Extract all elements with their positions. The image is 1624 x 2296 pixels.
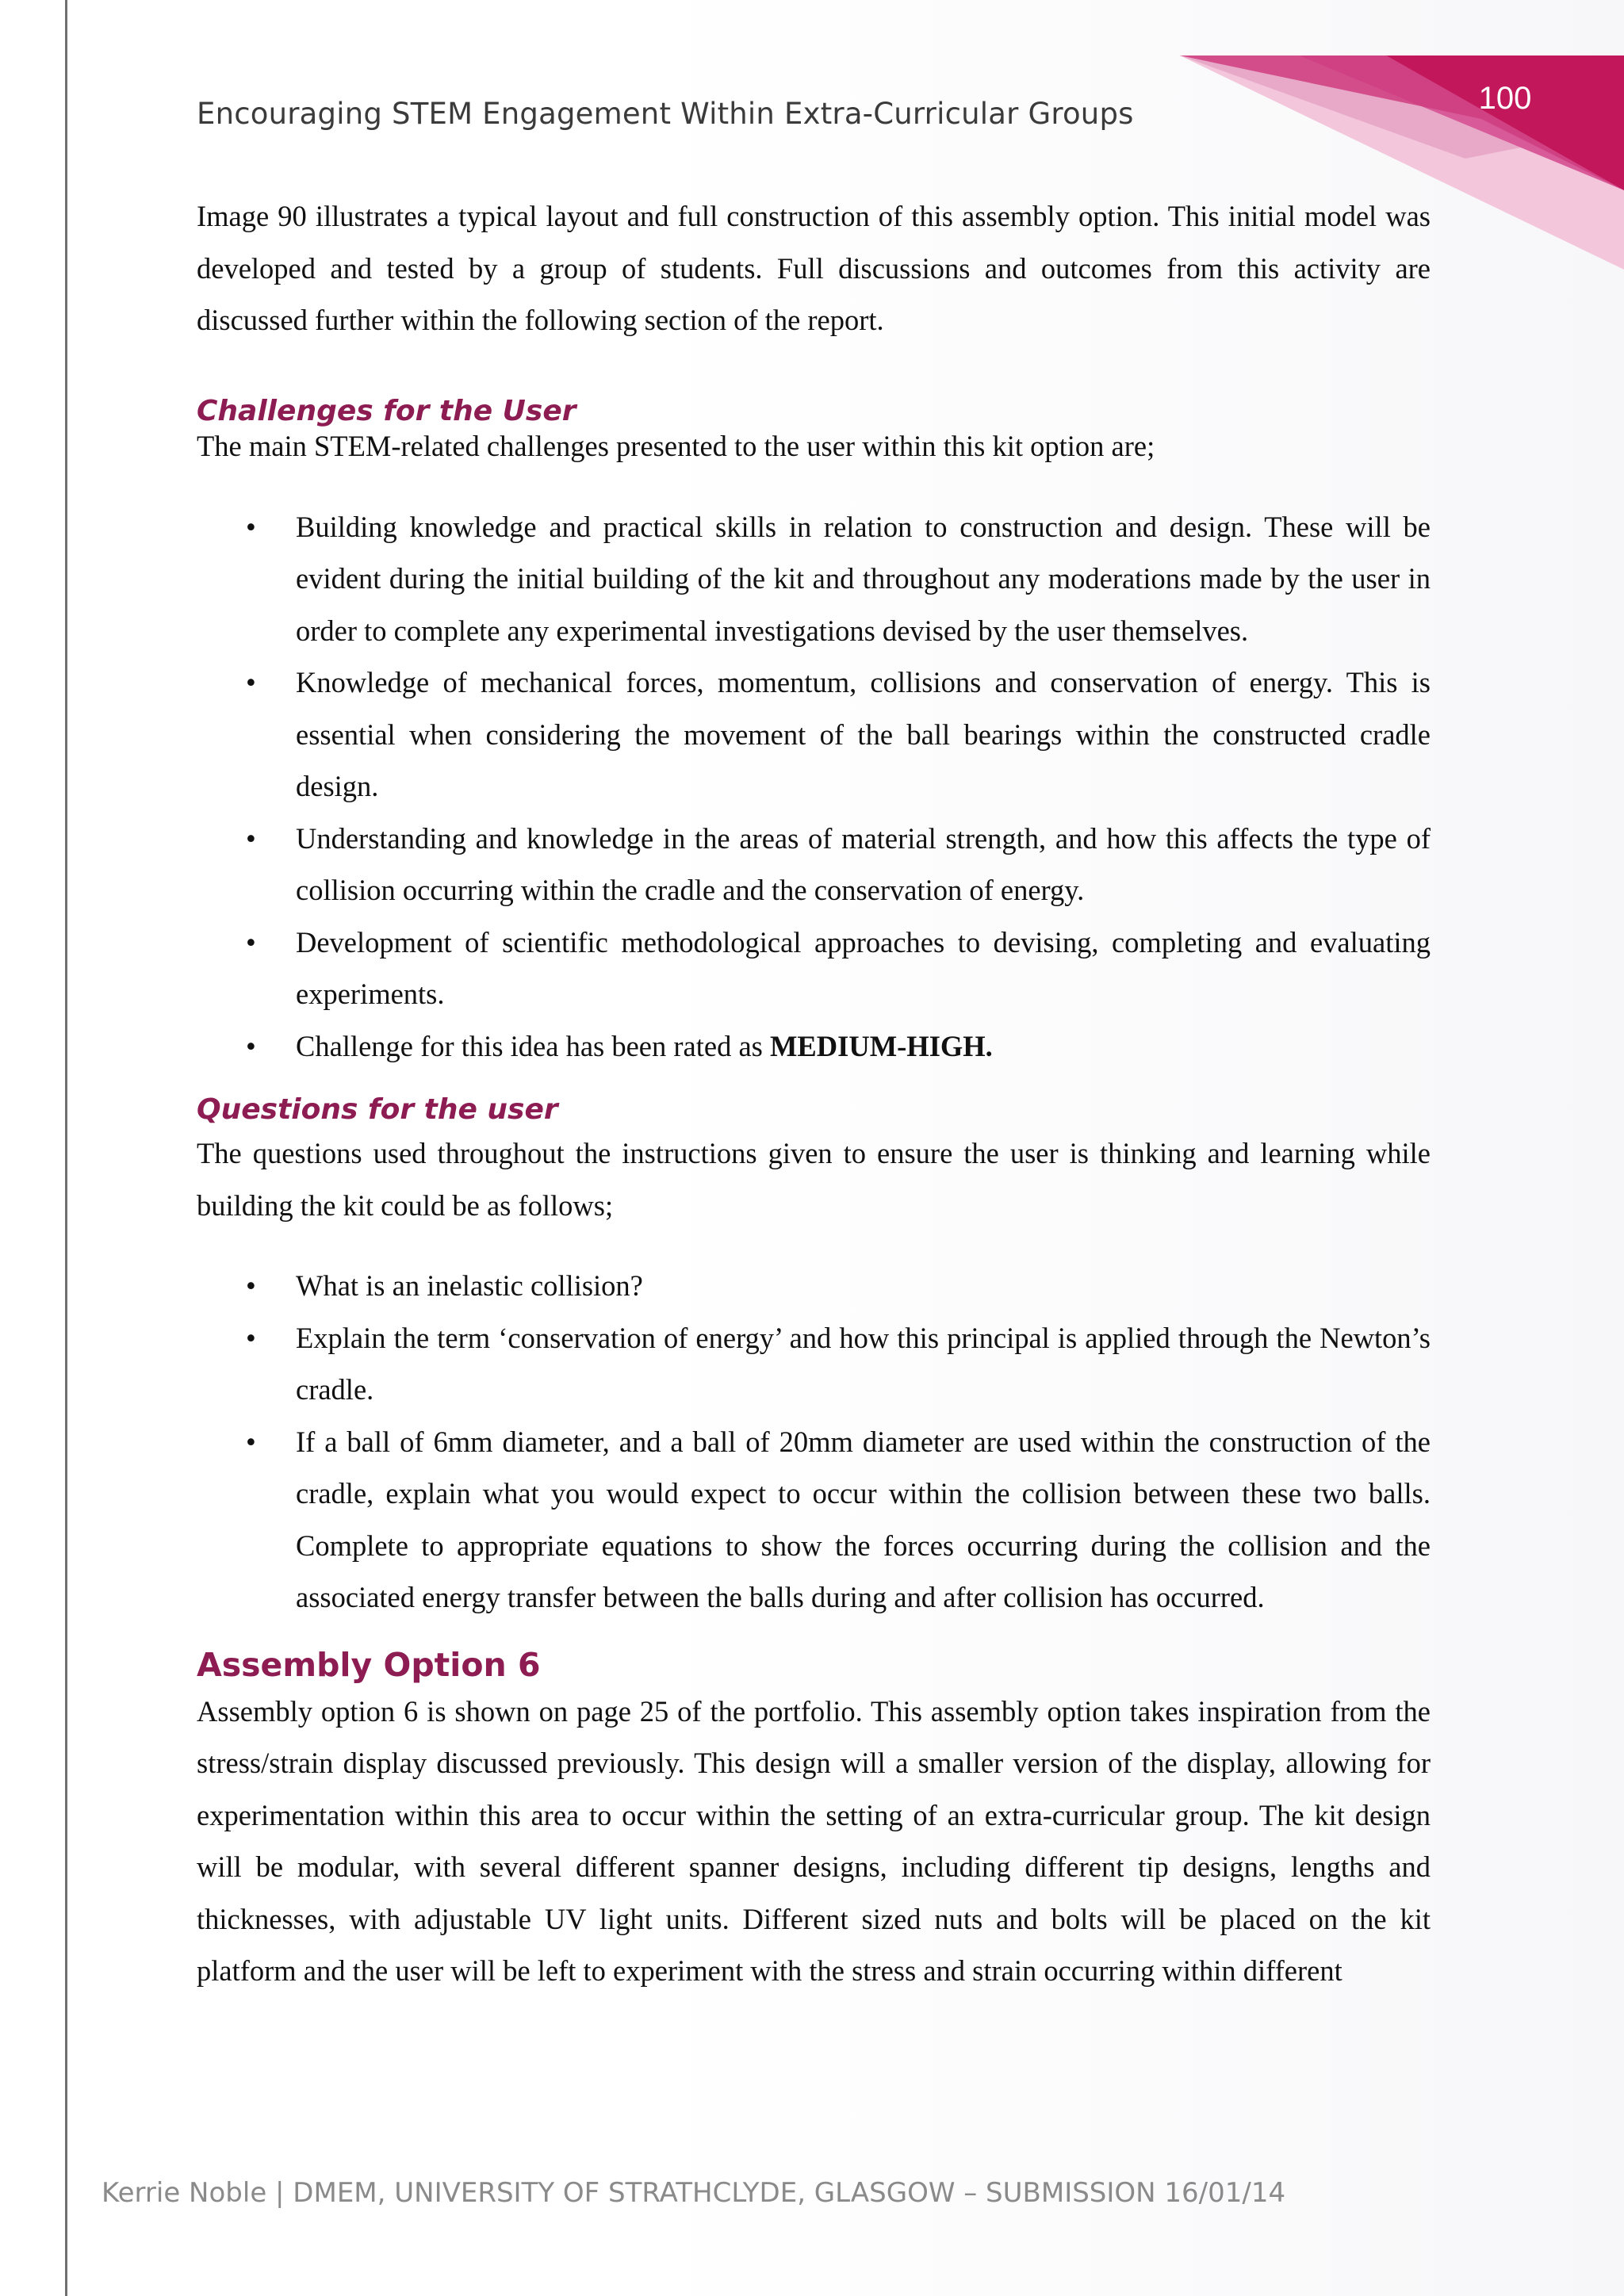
list-item [197, 1020, 1431, 1073]
list-item-text: Explain the term ‘conservation of energy’ and how this principal is applied through the Newton’s cradle. [296, 1321, 1431, 1406]
list-item [197, 1260, 1431, 1312]
list-item [197, 1416, 1431, 1624]
intro-paragraph: Image 90 illustrates a typical layout and full construction of this assembly option. This initial model was developed and tested by a group of students. Full discussions and outcomes from this activity are discussed further within the following section of the report. [197, 200, 1431, 336]
challenges-heading: Challenges for the User [197, 394, 576, 427]
rating-prefix: Challenge for this idea has been rated as [296, 1029, 770, 1062]
left-margin-rule [65, 0, 67, 2296]
running-header: Encouraging STEM Engagement Within Extra-Curricular Groups [197, 97, 1134, 131]
list-item [197, 1312, 1431, 1416]
page-footer: Kerrie Noble | DMEM, UNIVERSITY OF STRATHCLYDE, GLASGOW – SUBMISSION 16/01/14 [102, 2177, 1286, 2209]
questions-heading: Questions for the user [197, 1093, 558, 1126]
assembly-heading: Assembly Option 6 [197, 1645, 541, 1684]
bullet-icon: • [246, 1425, 256, 1458]
list-item [197, 813, 1431, 916]
list-item-text: Knowledge of mechanical forces, momentum, collisions and conservation of energy. This is essential when considering the movement of the ball bearings within the constructed cradle design. [296, 666, 1431, 802]
bullet-icon: • [246, 1269, 256, 1302]
bullet-icon: • [246, 1029, 256, 1062]
bullet-icon: • [246, 821, 256, 855]
main-content [197, 190, 1431, 1997]
assembly-paragraph: Assembly option 6 is shown on page 25 of the portfolio. This assembly option takes inspiration from the stress/strain display discussed previously. This design will a smaller version of the display, allowing for experimentation within this area to occur within the setting of an extra-curricular group. The kit design will be modular, with several different spanner designs, including different tip designs, lengths and thicknesses, with adjustable UV light units. Different sized nuts and bolts will be placed on the kit platform and the user will be left to experiment with the stress and strain occurring within different [197, 1694, 1431, 1987]
list-item-text: Building knowledge and practical skills in relation to construction and design. These will be evident during the initial building of the kit and throughout any moderations made by the user in order to complete any experimental investigations devised by the user themselves. [296, 510, 1431, 647]
challenges-lead: The main STEM-related challenges presented to the user within this kit option are; [197, 429, 1155, 462]
list-item-text: Development of scientific methodological approaches to devising, completing and evaluating experiments. [296, 925, 1431, 1010]
bullet-icon: • [246, 666, 256, 698]
list-item [197, 916, 1431, 1020]
questions-lead: The questions used throughout the instructions given to ensure the user is thinking and learning while building the kit could be as follows; [197, 1137, 1431, 1222]
challenges-list [197, 501, 1431, 1073]
list-item-text: If a ball of 6mm diameter, and a ball of 20mm diameter are used within the construction of the cradle, explain what you would expect to occur within the collision between these two balls. Complete to appropriate equations to show the forces occurring during the collision and the associated energy transfer between the balls during and after collision has occurred. [296, 1425, 1431, 1613]
list-item-text: What is an inelastic collision? [296, 1269, 643, 1302]
bullet-icon: • [246, 1321, 256, 1354]
list-item-text: Understanding and knowledge in the areas of material strength, and how this affects the type of collision occurring within the cradle and the conservation of energy. [296, 821, 1431, 906]
questions-list [197, 1260, 1431, 1624]
bullet-icon: • [246, 925, 256, 959]
bullet-icon: • [246, 510, 256, 543]
page-number: 100 [1478, 81, 1532, 116]
list-item [197, 656, 1431, 813]
rating-value: MEDIUM-HIGH. [769, 1029, 993, 1062]
list-item [197, 501, 1431, 657]
